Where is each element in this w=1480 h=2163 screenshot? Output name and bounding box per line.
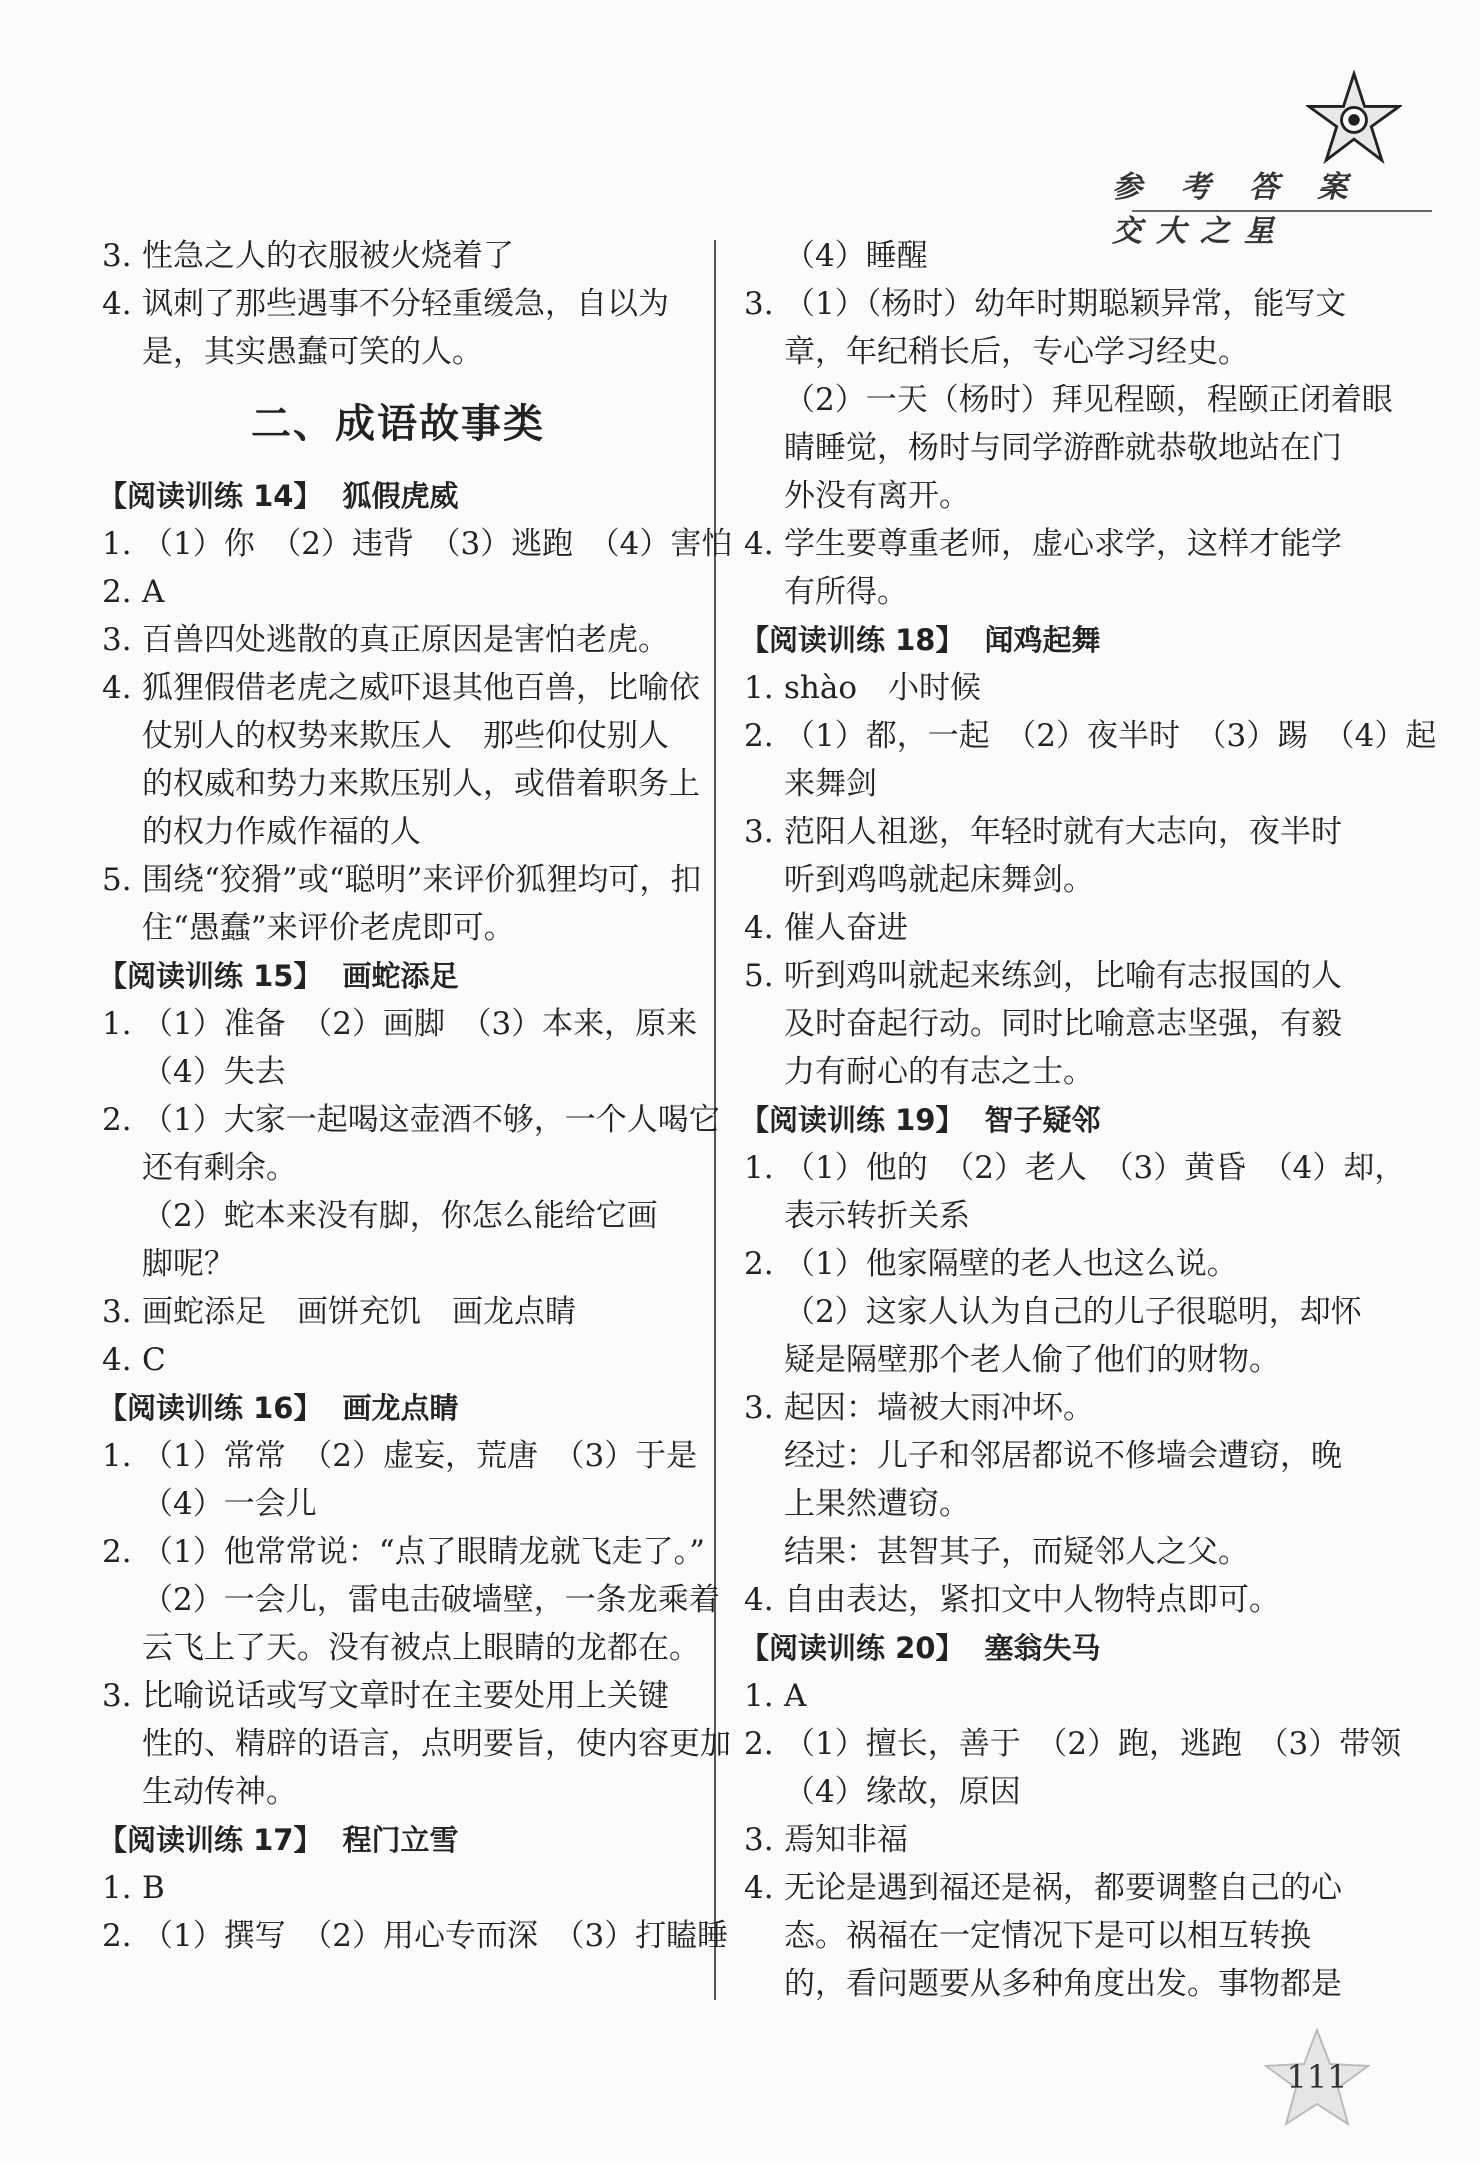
answer-item — [740, 1384, 1340, 1432]
item-number: 2. — [102, 1102, 132, 1138]
answer-item — [740, 1576, 1340, 1624]
item-number: 4. — [102, 286, 132, 322]
answer-continuation: 住“愚蠢”来评价老虎即可。 — [142, 910, 515, 946]
answer-item — [98, 1672, 698, 1720]
answer-item — [740, 904, 1340, 952]
item-number: 3. — [102, 238, 132, 274]
item-text: 自由表达，紧扣文中人物特点即可。 — [784, 1582, 1280, 1618]
answer-continuation: 仗别人的权势来欺压人 那些仰仗别人 — [142, 718, 669, 754]
answer-continuation: 生动传神。 — [142, 1774, 297, 1810]
answer-item — [98, 1912, 729, 1960]
exercise-heading — [98, 952, 698, 1000]
item-text: （1）他家隔壁的老人也这么说。 — [784, 1246, 1238, 1282]
item-number: 3. — [744, 1390, 774, 1426]
answer-continuation: 上果然遭窃。 — [784, 1486, 970, 1522]
item-text: 催人奋进 — [784, 910, 908, 946]
answer-continuation: 脚呢？ — [142, 1246, 235, 1282]
answer-continuation: （2）蛇本来没有脚，你怎么能给它画 — [142, 1198, 658, 1234]
answer-continuation: 结果：甚智其子，而疑邻人之父。 — [784, 1534, 1249, 1570]
exercise-label: 【阅读训练 20】 — [740, 1631, 965, 1665]
exercise-heading — [98, 1384, 698, 1432]
answer-continuation: 性的、精辟的语言，点明要旨，使内容更加 — [142, 1726, 731, 1762]
exercise-title: 程门立雪 — [342, 1823, 459, 1857]
item-text: （1）撰写 （2）用心专而深 （3）打瞌睡 — [142, 1918, 729, 1954]
section-title: 二、成语故事类 — [251, 401, 545, 447]
item-number: 5. — [102, 862, 132, 898]
exercise-title: 画龙点睛 — [342, 1391, 459, 1425]
item-number: 2. — [744, 718, 774, 754]
item-text: （1）准备 （2）画脚 （3）本来，原来 — [142, 1006, 698, 1042]
item-text: 讽刺了那些遇事不分轻重缓急，自以为 — [142, 286, 669, 322]
item-number: 2. — [744, 1246, 774, 1282]
answer-item — [98, 1288, 698, 1336]
answer-item — [740, 808, 1340, 856]
exercise-heading — [740, 1624, 1340, 1672]
item-number: 5. — [744, 958, 774, 994]
page-number: 111 — [1286, 2058, 1348, 2096]
item-number: 3. — [102, 1294, 132, 1330]
exercise-heading — [98, 1816, 698, 1864]
answer-item — [98, 664, 698, 712]
answer-item — [740, 1240, 1340, 1288]
exercise-title: 智子疑邻 — [984, 1103, 1101, 1137]
answer-continuation: 的，看问题要从多种角度出发。事物都是 — [784, 1966, 1342, 2002]
item-text: 范阳人祖逖，年轻时就有大志向，夜半时 — [784, 814, 1342, 850]
item-text: 画蛇添足 画饼充饥 画龙点睛 — [142, 1294, 576, 1330]
answer-item — [740, 520, 1340, 568]
answer-continuation: 力有耐心的有志之士。 — [784, 1054, 1094, 1090]
item-number: 2. — [102, 574, 132, 610]
answer-item — [740, 712, 1437, 760]
answer-continuation: 睛睡觉，杨时与同学游酢就恭敬地站在门 — [784, 430, 1342, 466]
left-column — [98, 232, 733, 1960]
item-text: 焉知非福 — [784, 1822, 908, 1858]
answer-continuation: 经过：儿子和邻居都说不修墙会遭窃，晚 — [784, 1438, 1342, 1474]
item-number: 1. — [102, 1870, 132, 1906]
item-text: （1）你 （2）违背 （3）逃跑 （4）害怕 — [142, 526, 733, 562]
answer-item — [740, 1864, 1340, 1912]
right-column — [740, 232, 1437, 2008]
answer-continuation: 云飞上了天。没有被点上眼睛的龙都在。 — [142, 1630, 700, 1666]
item-number: 4. — [744, 1870, 774, 1906]
answer-item — [98, 856, 702, 904]
item-text: 听到鸡叫就起来练剑，比喻有志报国的人 — [784, 958, 1342, 994]
answer-item — [740, 952, 1340, 1000]
answer-continuation: （4）睡醒 — [784, 238, 928, 274]
item-text: shào 小时候 — [784, 670, 982, 706]
item-number: 4. — [744, 910, 774, 946]
answer-item — [98, 1096, 720, 1144]
exercise-title: 塞翁失马 — [984, 1631, 1101, 1665]
exercise-heading — [740, 1096, 1340, 1144]
item-number: 4. — [744, 526, 774, 562]
item-number: 1. — [102, 526, 132, 562]
exercise-heading — [740, 616, 1340, 664]
answer-item — [98, 520, 733, 568]
exercise-heading — [98, 472, 698, 520]
answer-continuation: （2）这家人认为自己的儿子很聪明，却怀 — [784, 1294, 1362, 1330]
answer-item — [98, 280, 698, 328]
answer-item — [98, 616, 698, 664]
item-number: 4. — [102, 1342, 132, 1378]
answer-continuation: 听到鸡鸣就起床舞剑。 — [784, 862, 1094, 898]
item-number: 3. — [102, 622, 132, 658]
item-text: （1）擅长，善于 （2）跑，逃跑 （3）带领 — [784, 1726, 1402, 1762]
item-number: 4. — [102, 670, 132, 706]
item-number: 1. — [744, 670, 774, 706]
item-text: （1）常常 （2）虚妄，荒唐 （3）于是 — [142, 1438, 698, 1474]
answer-continuation: 态。祸福在一定情况下是可以相互转换 — [784, 1918, 1311, 1954]
answer-item — [740, 1144, 1406, 1192]
answer-continuation: （4）失去 — [142, 1054, 286, 1090]
answer-continuation: （2）一会儿，雷电击破墙壁，一条龙乘着 — [142, 1582, 720, 1618]
item-number: 3. — [744, 814, 774, 850]
item-text: （1）他的 （2）老人 （3）黄昏 （4）却， — [784, 1150, 1406, 1186]
answer-item — [740, 280, 1347, 328]
item-number: 3. — [744, 286, 774, 322]
page-header — [1112, 70, 1432, 249]
item-number: 2. — [102, 1534, 132, 1570]
item-text: C — [142, 1342, 166, 1378]
answer-continuation: 章，年纪稍长后，专心学习经史。 — [784, 334, 1249, 370]
item-number: 2. — [744, 1726, 774, 1762]
exercise-title: 闻鸡起舞 — [984, 623, 1101, 657]
item-number: 1. — [744, 1150, 774, 1186]
answer-continuation: （2）一天（杨时）拜见程颐，程颐正闭着眼 — [784, 382, 1393, 418]
answer-continuation: 疑是隔壁那个老人偷了他们的财物。 — [784, 1342, 1280, 1378]
answer-continuation: 表示转折关系 — [784, 1198, 970, 1234]
item-text: 起因：墙被大雨冲坏。 — [784, 1390, 1094, 1426]
item-number: 1. — [744, 1678, 774, 1714]
item-text: 性急之人的衣服被火烧着了 — [142, 238, 514, 274]
header-rule — [1132, 210, 1432, 212]
item-text: 围绕“狡猾”或“聪明”来评价狐狸均可，扣 — [142, 862, 702, 898]
page-number-badge — [1262, 2028, 1372, 2128]
answer-continuation: （4）一会儿 — [142, 1486, 317, 1522]
answer-item — [98, 568, 698, 616]
exercise-label: 【阅读训练 18】 — [740, 623, 965, 657]
answer-continuation: 来舞剑 — [784, 766, 877, 802]
item-text: B — [142, 1870, 165, 1906]
exercise-label: 【阅读训练 15】 — [98, 959, 323, 993]
answer-item — [98, 1528, 705, 1576]
item-text: 学生要尊重老师，虚心求学，这样才能学 — [784, 526, 1342, 562]
answer-continuation: 的权力作威作福的人 — [142, 814, 421, 850]
answer-continuation: （4）缘故，原因 — [784, 1774, 1021, 1810]
answer-continuation: 及时奋起行动。同时比喻意志坚强，有毅 — [784, 1006, 1342, 1042]
answer-continuation: 外没有离开。 — [784, 478, 970, 514]
item-number: 1. — [102, 1006, 132, 1042]
exercise-label: 【阅读训练 19】 — [740, 1103, 965, 1137]
item-number: 3. — [744, 1822, 774, 1858]
exercise-title: 画蛇添足 — [342, 959, 459, 993]
item-text: 无论是遇到福还是祸，都要调整自己的心 — [784, 1870, 1342, 1906]
answer-item — [98, 1432, 698, 1480]
answer-continuation: 是，其实愚蠢可笑的人。 — [142, 334, 483, 370]
item-text: （1）（杨时）幼年时期聪颖异常，能写文 — [784, 286, 1347, 322]
answer-item — [98, 1864, 698, 1912]
item-text: （1）他常常说：“点了眼睛龙就飞走了。” — [142, 1534, 705, 1570]
item-text: A — [142, 574, 165, 610]
answer-item — [98, 1336, 698, 1384]
item-number: 1. — [102, 1438, 132, 1474]
exercise-title: 狐假虎威 — [342, 479, 459, 513]
item-number: 2. — [102, 1918, 132, 1954]
item-text: 百兽四处逃散的真正原因是害怕老虎。 — [142, 622, 669, 658]
answer-item — [740, 664, 1340, 712]
item-number: 3. — [102, 1678, 132, 1714]
exercise-label: 【阅读训练 17】 — [98, 1823, 323, 1857]
answer-item — [98, 232, 698, 280]
item-text: 比喻说话或写文章时在主要处用上关键 — [142, 1678, 669, 1714]
answer-item — [98, 1000, 698, 1048]
answer-continuation: 还有剩余。 — [142, 1150, 297, 1186]
answer-item — [740, 1672, 1340, 1720]
item-text: 狐狸假借老虎之威吓退其他百兽，比喻依 — [142, 670, 700, 706]
answer-continuation: 的权威和势力来欺压别人，或借着职务上 — [142, 766, 700, 802]
exercise-label: 【阅读训练 16】 — [98, 1391, 323, 1425]
item-text: （1）大家一起喝这壶酒不够，一个人喝它 — [142, 1102, 720, 1138]
star-eye-logo-icon — [1306, 70, 1402, 166]
header-caption: 参 考 答 案 交大之星 — [1112, 170, 1362, 249]
item-text: A — [784, 1678, 807, 1714]
answer-continuation: 有所得。 — [784, 574, 908, 610]
answer-item — [740, 1816, 1340, 1864]
answer-item — [740, 1720, 1402, 1768]
item-number: 4. — [744, 1582, 774, 1618]
exercise-label: 【阅读训练 14】 — [98, 479, 323, 513]
item-text: （1）都，一起 （2）夜半时 （3）踢 （4）起 — [784, 718, 1437, 754]
